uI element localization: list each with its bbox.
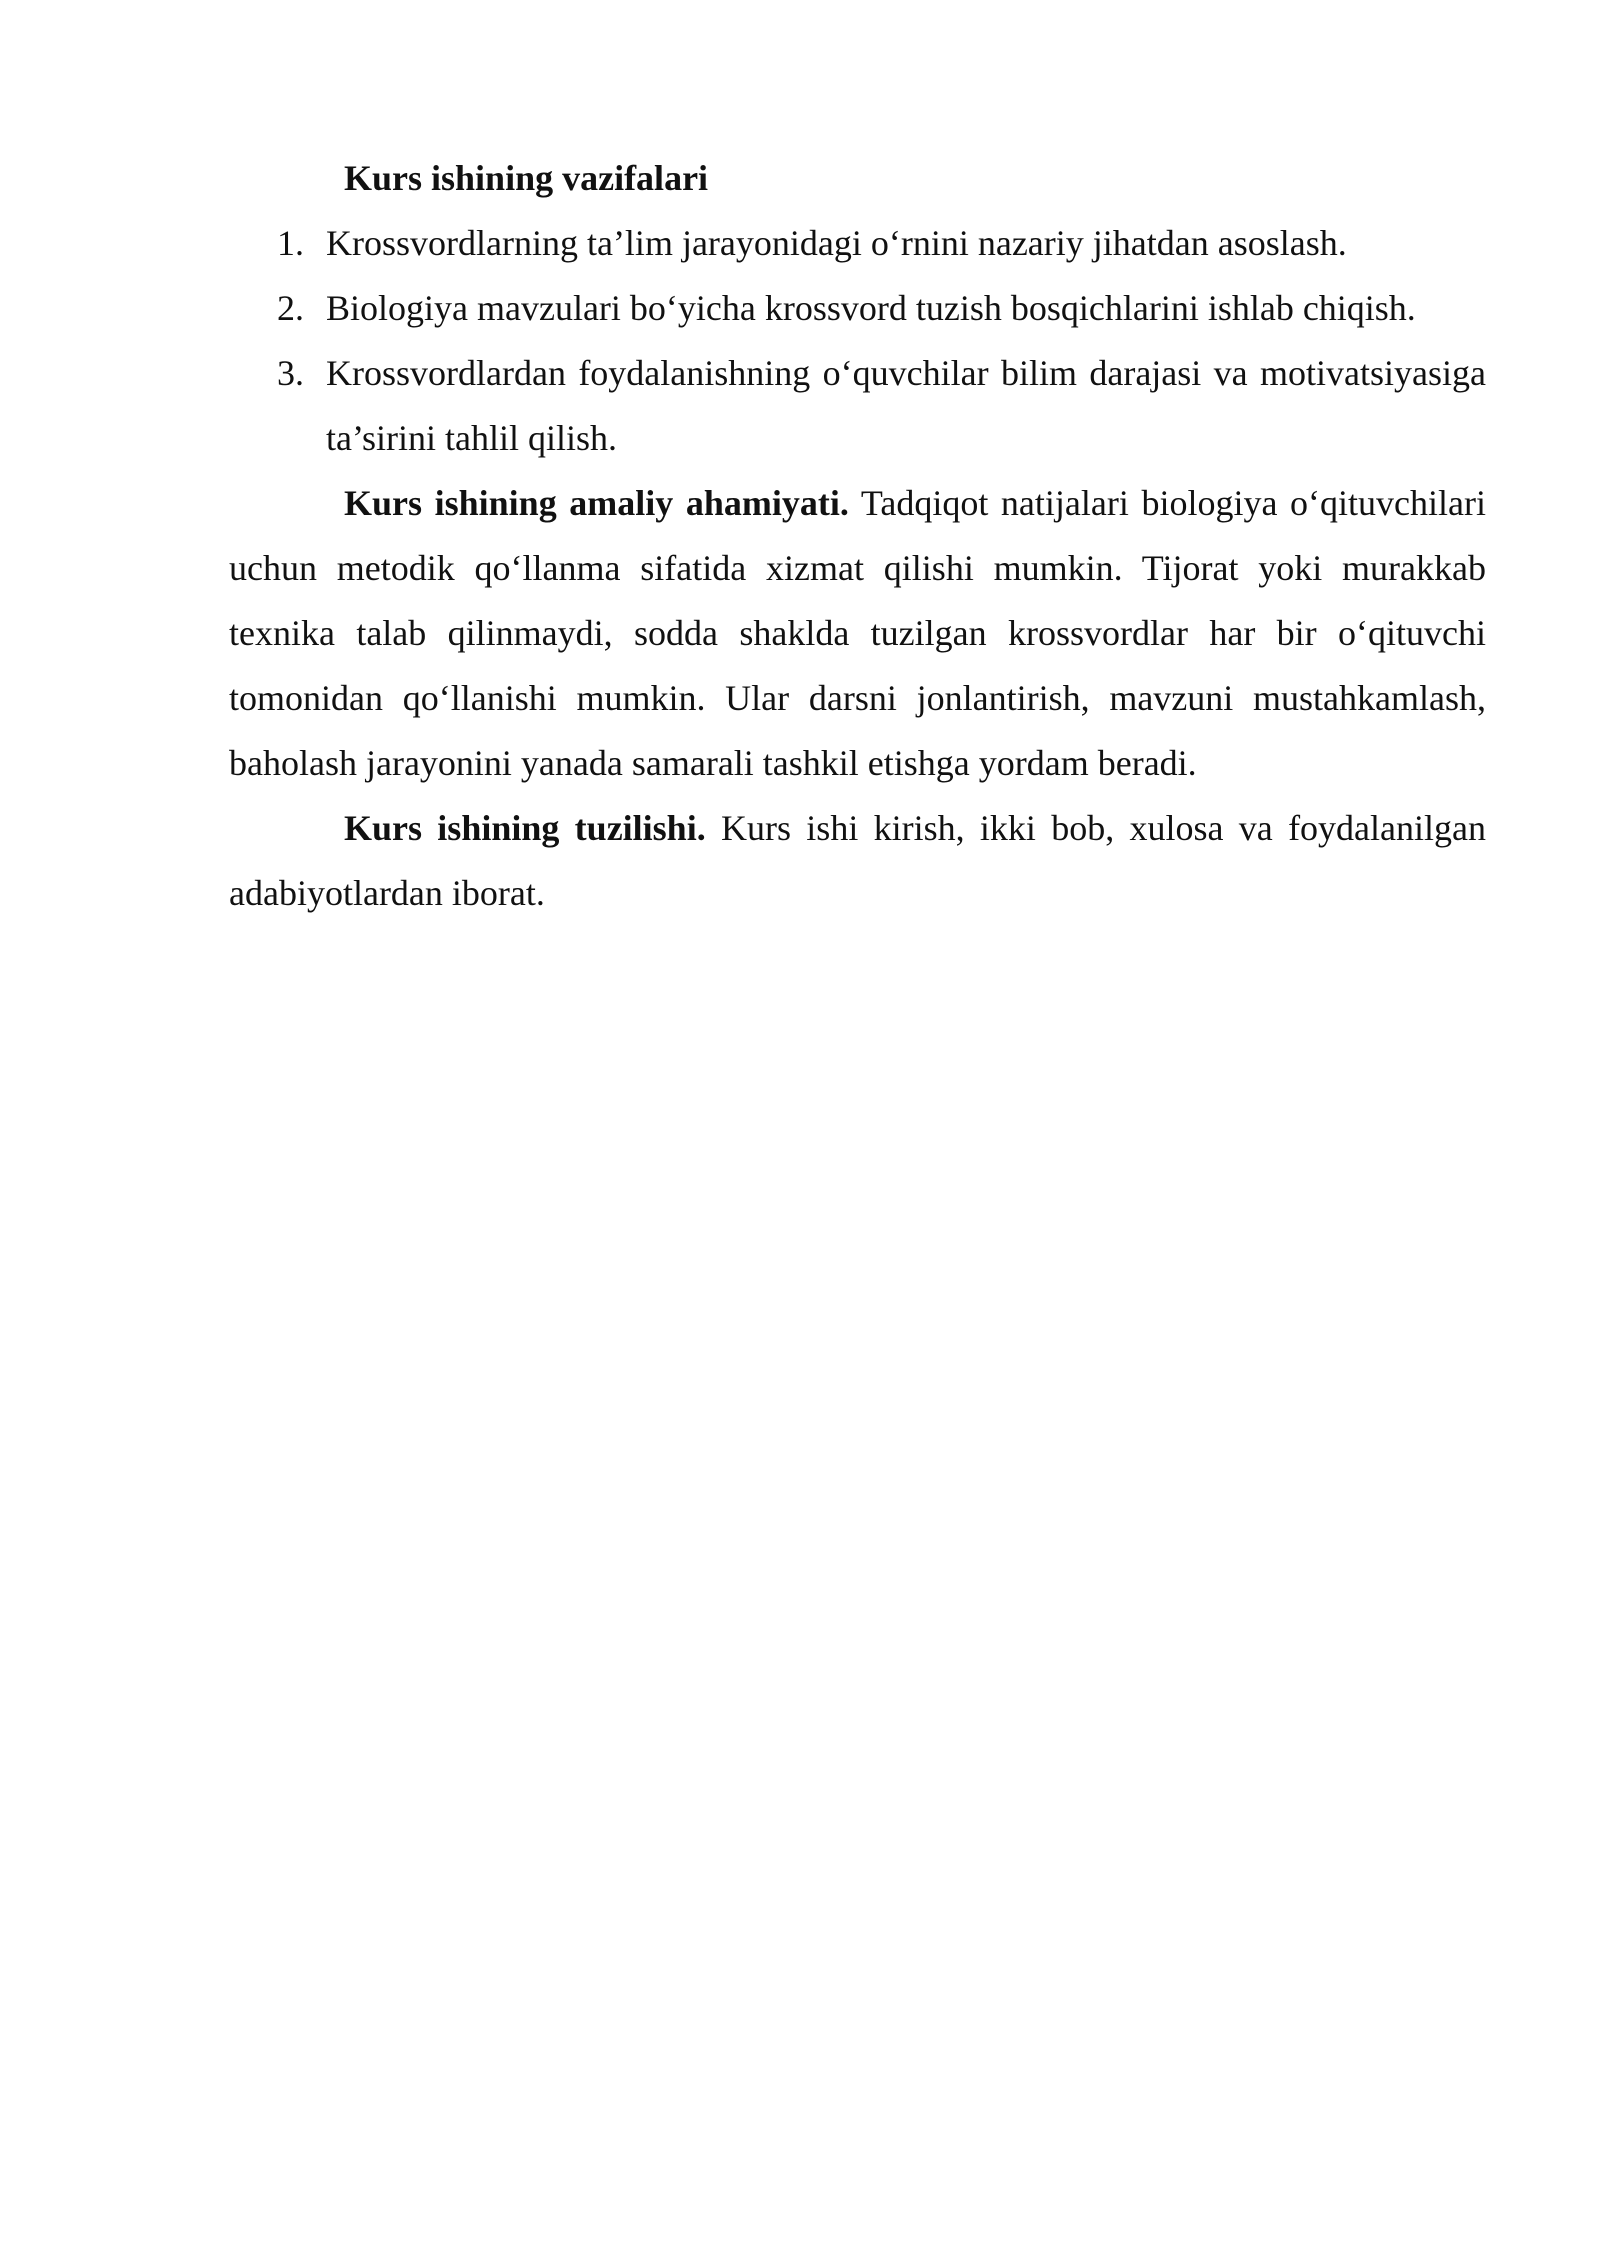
- list-item-number: 1.: [277, 223, 304, 263]
- list-item-text: Biologiya mavzulari bo‘yicha krossvord tuzish bosqichlarini ishlab chiqish.: [326, 288, 1416, 328]
- structure-text: Kurs ishi kirish, ikki bob, xulosa va foydalanilgan adabiyotlardan iborat.: [229, 808, 1486, 913]
- tasks-heading: Kurs ishining vazifalari: [344, 158, 709, 198]
- structure-title: Kurs ishining tuzilishi.: [344, 808, 706, 848]
- practical-significance-title: Kurs ishining amaliy ahamiyati.: [344, 483, 849, 523]
- tasks-list: [229, 211, 1486, 471]
- list-item: [229, 276, 1486, 341]
- list-item: [229, 211, 1486, 276]
- page-content: [229, 146, 1486, 926]
- practical-significance-paragraph: [229, 471, 1486, 796]
- structure-paragraph: [229, 796, 1486, 926]
- list-item-text: Krossvordlarning ta’lim jarayonidagi o‘rnini nazariy jihatdan asoslash.: [326, 223, 1347, 263]
- list-item-number: 2.: [277, 288, 304, 328]
- list-item-number: 3.: [277, 353, 304, 393]
- list-item: [229, 341, 1486, 471]
- practical-significance-text: Tadqiqot natijalari biologiya o‘qituvchilari uchun metodik qo‘llanma sifatida xizmat qilishi mumkin. Tijorat yoki murakkab texnika talab qilinmaydi, sodda shaklda tuzilgan krossvordlar har bir o‘qituvchi tomonidan qo‘llanishi mumkin. Ular darsni jonlantirish, mavzuni mustahkamlash, baholash jarayonini yanada samarali tashkil etishga yordam beradi.: [229, 483, 1486, 783]
- list-item-text: Krossvordlardan foydalanishning o‘quvchilar bilim darajasi va motivatsiyasiga ta’sirini tahlil qilish.: [326, 353, 1486, 458]
